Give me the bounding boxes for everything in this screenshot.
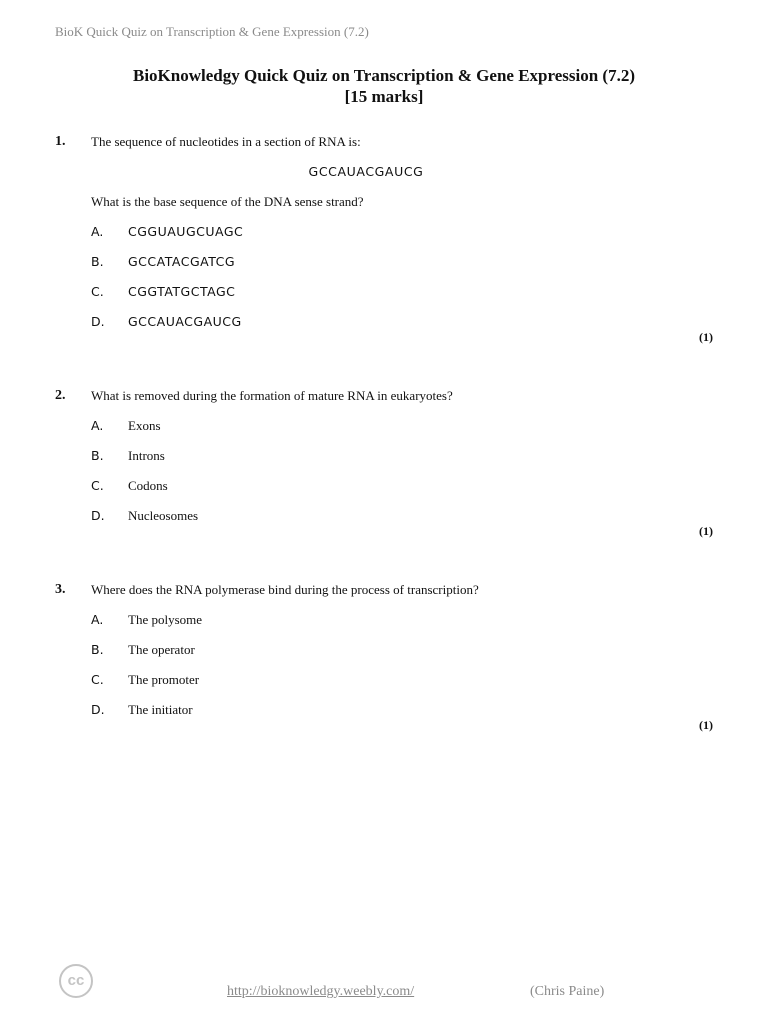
option-label: C. bbox=[91, 478, 104, 493]
option-label: B. bbox=[91, 254, 104, 269]
option-text: The promoter bbox=[128, 672, 200, 687]
option-text: Introns bbox=[128, 448, 165, 463]
marks-label: (1) bbox=[699, 330, 713, 344]
option-label: A. bbox=[91, 612, 104, 627]
question-prompt: What is the base sequence of the DNA sense strand? bbox=[91, 194, 364, 209]
option-label: D. bbox=[91, 702, 105, 717]
option-label: C. bbox=[91, 672, 104, 687]
marks-label: (1) bbox=[699, 718, 713, 732]
running-header: BioK Quick Quiz on Transcription & Gene Expression (7.2) bbox=[55, 24, 369, 39]
question-text: The sequence of nucleotides in a section of RNA is: bbox=[91, 134, 361, 149]
question-number: 2. bbox=[55, 388, 66, 403]
rna-sequence: GCCAUACGAUCG bbox=[308, 164, 424, 179]
option-text: CGGTATGCTAGC bbox=[128, 284, 236, 299]
website-link[interactable]: http://bioknowledgy.weebly.com/ bbox=[227, 984, 415, 999]
option-text: The initiator bbox=[128, 702, 193, 717]
option-text: Nucleosomes bbox=[128, 508, 199, 523]
option-text: GCCATACGATCG bbox=[128, 254, 236, 269]
option-text: The polysome bbox=[128, 612, 203, 627]
option-label: B. bbox=[91, 448, 104, 463]
total-marks: [15 marks] bbox=[344, 87, 424, 106]
option-label: D. bbox=[91, 508, 105, 523]
question-text: What is removed during the formation of mature RNA in eukaryotes? bbox=[91, 388, 453, 403]
option-text: The operator bbox=[128, 642, 195, 657]
option-label: D. bbox=[91, 314, 105, 329]
option-text: CGGUAUGCUAGC bbox=[128, 224, 244, 239]
option-text: Exons bbox=[128, 418, 161, 433]
creative-commons-icon: cc bbox=[59, 964, 93, 998]
option-label: C. bbox=[91, 284, 104, 299]
page-title: BioKnowledgy Quick Quiz on Transcription & Gene Expression (7.2) bbox=[132, 66, 636, 85]
option-text: Codons bbox=[128, 478, 168, 493]
option-label: A. bbox=[91, 224, 104, 239]
question-number: 1. bbox=[55, 134, 66, 149]
question-text: Where does the RNA polymerase bind during the process of transcription? bbox=[91, 582, 479, 597]
marks-label: (1) bbox=[699, 524, 713, 538]
question-number: 3. bbox=[55, 582, 66, 597]
option-text: GCCAUACGAUCG bbox=[128, 314, 242, 329]
option-label: B. bbox=[91, 642, 104, 657]
author-credit: (Chris Paine) bbox=[530, 984, 605, 999]
option-label: A. bbox=[91, 418, 104, 433]
